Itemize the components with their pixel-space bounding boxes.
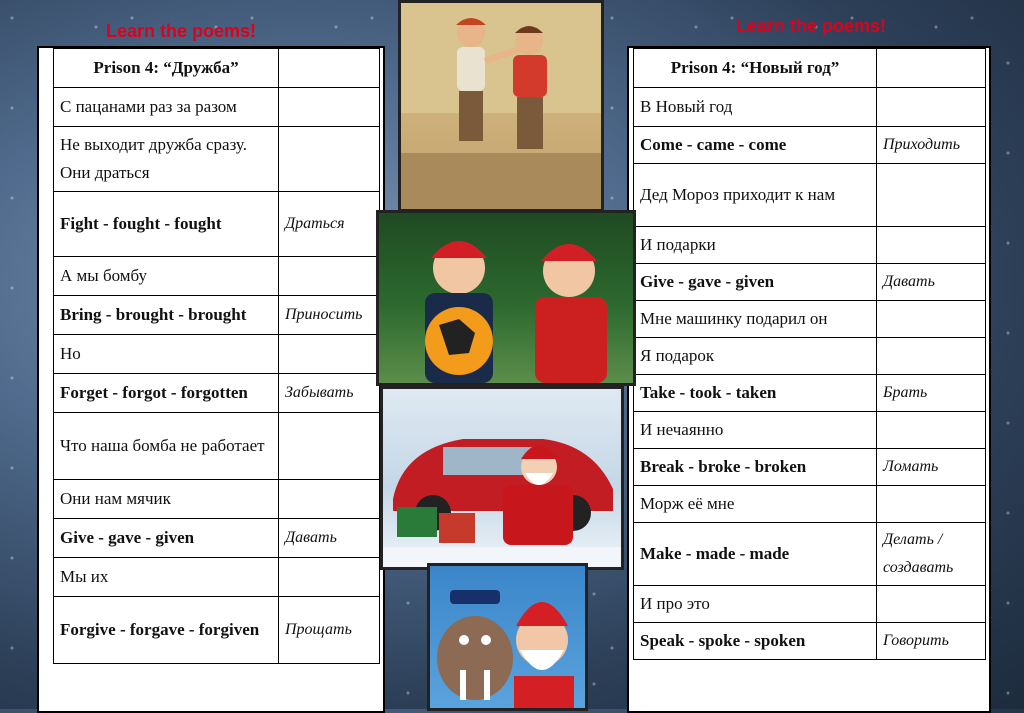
learn-banner-right: Learn the poems! [736,16,887,36]
poem-line-cell: Что наша бомба не работает [54,413,279,480]
translation-cell [279,257,380,296]
translation-cell: Давать [279,519,380,558]
table-row [634,127,986,164]
poem-line-cell: Мне машинку подарил он [634,301,877,338]
translation-cell: Приносить [279,296,380,335]
table-row [54,127,380,192]
poem-line-cell: И подарки [634,227,877,264]
table-title: Prison 4: “Новый год” [634,49,877,88]
translation-cell: Драться [279,192,380,257]
table-title: Prison 4: “Дружба” [54,49,279,88]
table-row [634,412,986,449]
table-row [54,519,380,558]
poem-line-cell: Я подарок [634,338,877,375]
left-vocab-table [53,48,380,664]
boys-fighting-illustration [398,0,604,212]
verb-forms-cell: Bring - brought - brought [54,296,279,335]
verb-forms-cell: Forget - forgot - forgotten [54,374,279,413]
verb-forms-cell: Make - made - made [634,523,877,586]
translation-cell [877,486,986,523]
table-row [634,523,986,586]
table-row [54,192,380,257]
table-row [634,227,986,264]
table-row [634,449,986,486]
translation-cell [279,127,380,192]
poem-line-cell: В Новый год [634,88,877,127]
poem-line-cell: Но [54,335,279,374]
translation-cell: Давать [877,264,986,301]
table-row [634,301,986,338]
translation-cell [877,586,986,623]
poem-line-cell: И нечаянно [634,412,877,449]
translation-cell [279,413,380,480]
translation-cell: Приходить [877,127,986,164]
table-row [634,338,986,375]
table-title-blank [877,49,986,88]
table-row [54,558,380,597]
walrus-and-santa-cartoon [427,563,588,711]
table-header-row [634,49,986,88]
translation-cell [279,558,380,597]
translation-cell: Ломать [877,449,986,486]
table-row [634,623,986,660]
translation-cell [279,88,380,127]
table-row [54,374,380,413]
table-row [634,375,986,412]
santa-red-car-photo [380,386,624,570]
kids-with-ball-photo [376,210,636,386]
translation-cell: Говорить [877,623,986,660]
verb-forms-cell: Speak - spoke - spoken [634,623,877,660]
poem-line-cell: Мы их [54,558,279,597]
table-row [54,88,380,127]
translation-cell [279,480,380,519]
poem-line-cell: С пацанами раз за разом [54,88,279,127]
verb-forms-cell: Fight - fought - fought [54,192,279,257]
translation-cell [877,227,986,264]
translation-cell: Прощать [279,597,380,664]
translation-cell: Брать [877,375,986,412]
verb-forms-cell: Break - broke - broken [634,449,877,486]
poem-line-cell: И про это [634,586,877,623]
translation-cell: Делать / создавать [877,523,986,586]
translation-cell [877,301,986,338]
verb-forms-cell: Take - took - taken [634,375,877,412]
learn-banner-left: Learn the poems! [106,21,257,41]
translation-cell [877,88,986,127]
verb-forms-cell: Give - gave - given [634,264,877,301]
table-row [54,480,380,519]
translation-cell [877,338,986,375]
table-row [54,335,380,374]
translation-cell: Забывать [279,374,380,413]
table-row [634,88,986,127]
verb-forms-cell: Come - came - come [634,127,877,164]
table-row [54,597,380,664]
table-title-blank [279,49,380,88]
translation-cell [877,164,986,227]
table-row [54,296,380,335]
poem-line-cell: Морж её мне [634,486,877,523]
poem-line-cell: Не выходит дружба сразу. Они драться [54,127,279,192]
poem-line-cell: Дед Мороз приходит к нам [634,164,877,227]
table-row [634,264,986,301]
translation-cell [877,412,986,449]
translation-cell [279,335,380,374]
table-row [634,486,986,523]
poem-line-cell: Они нам мячик [54,480,279,519]
table-header-row [54,49,380,88]
poem-line-cell: А мы бомбу [54,257,279,296]
table-row [54,257,380,296]
table-row [634,586,986,623]
right-vocab-table [633,48,986,660]
table-row [54,413,380,480]
table-row [634,164,986,227]
verb-forms-cell: Give - gave - given [54,519,279,558]
verb-forms-cell: Forgive - forgave - forgiven [54,597,279,664]
